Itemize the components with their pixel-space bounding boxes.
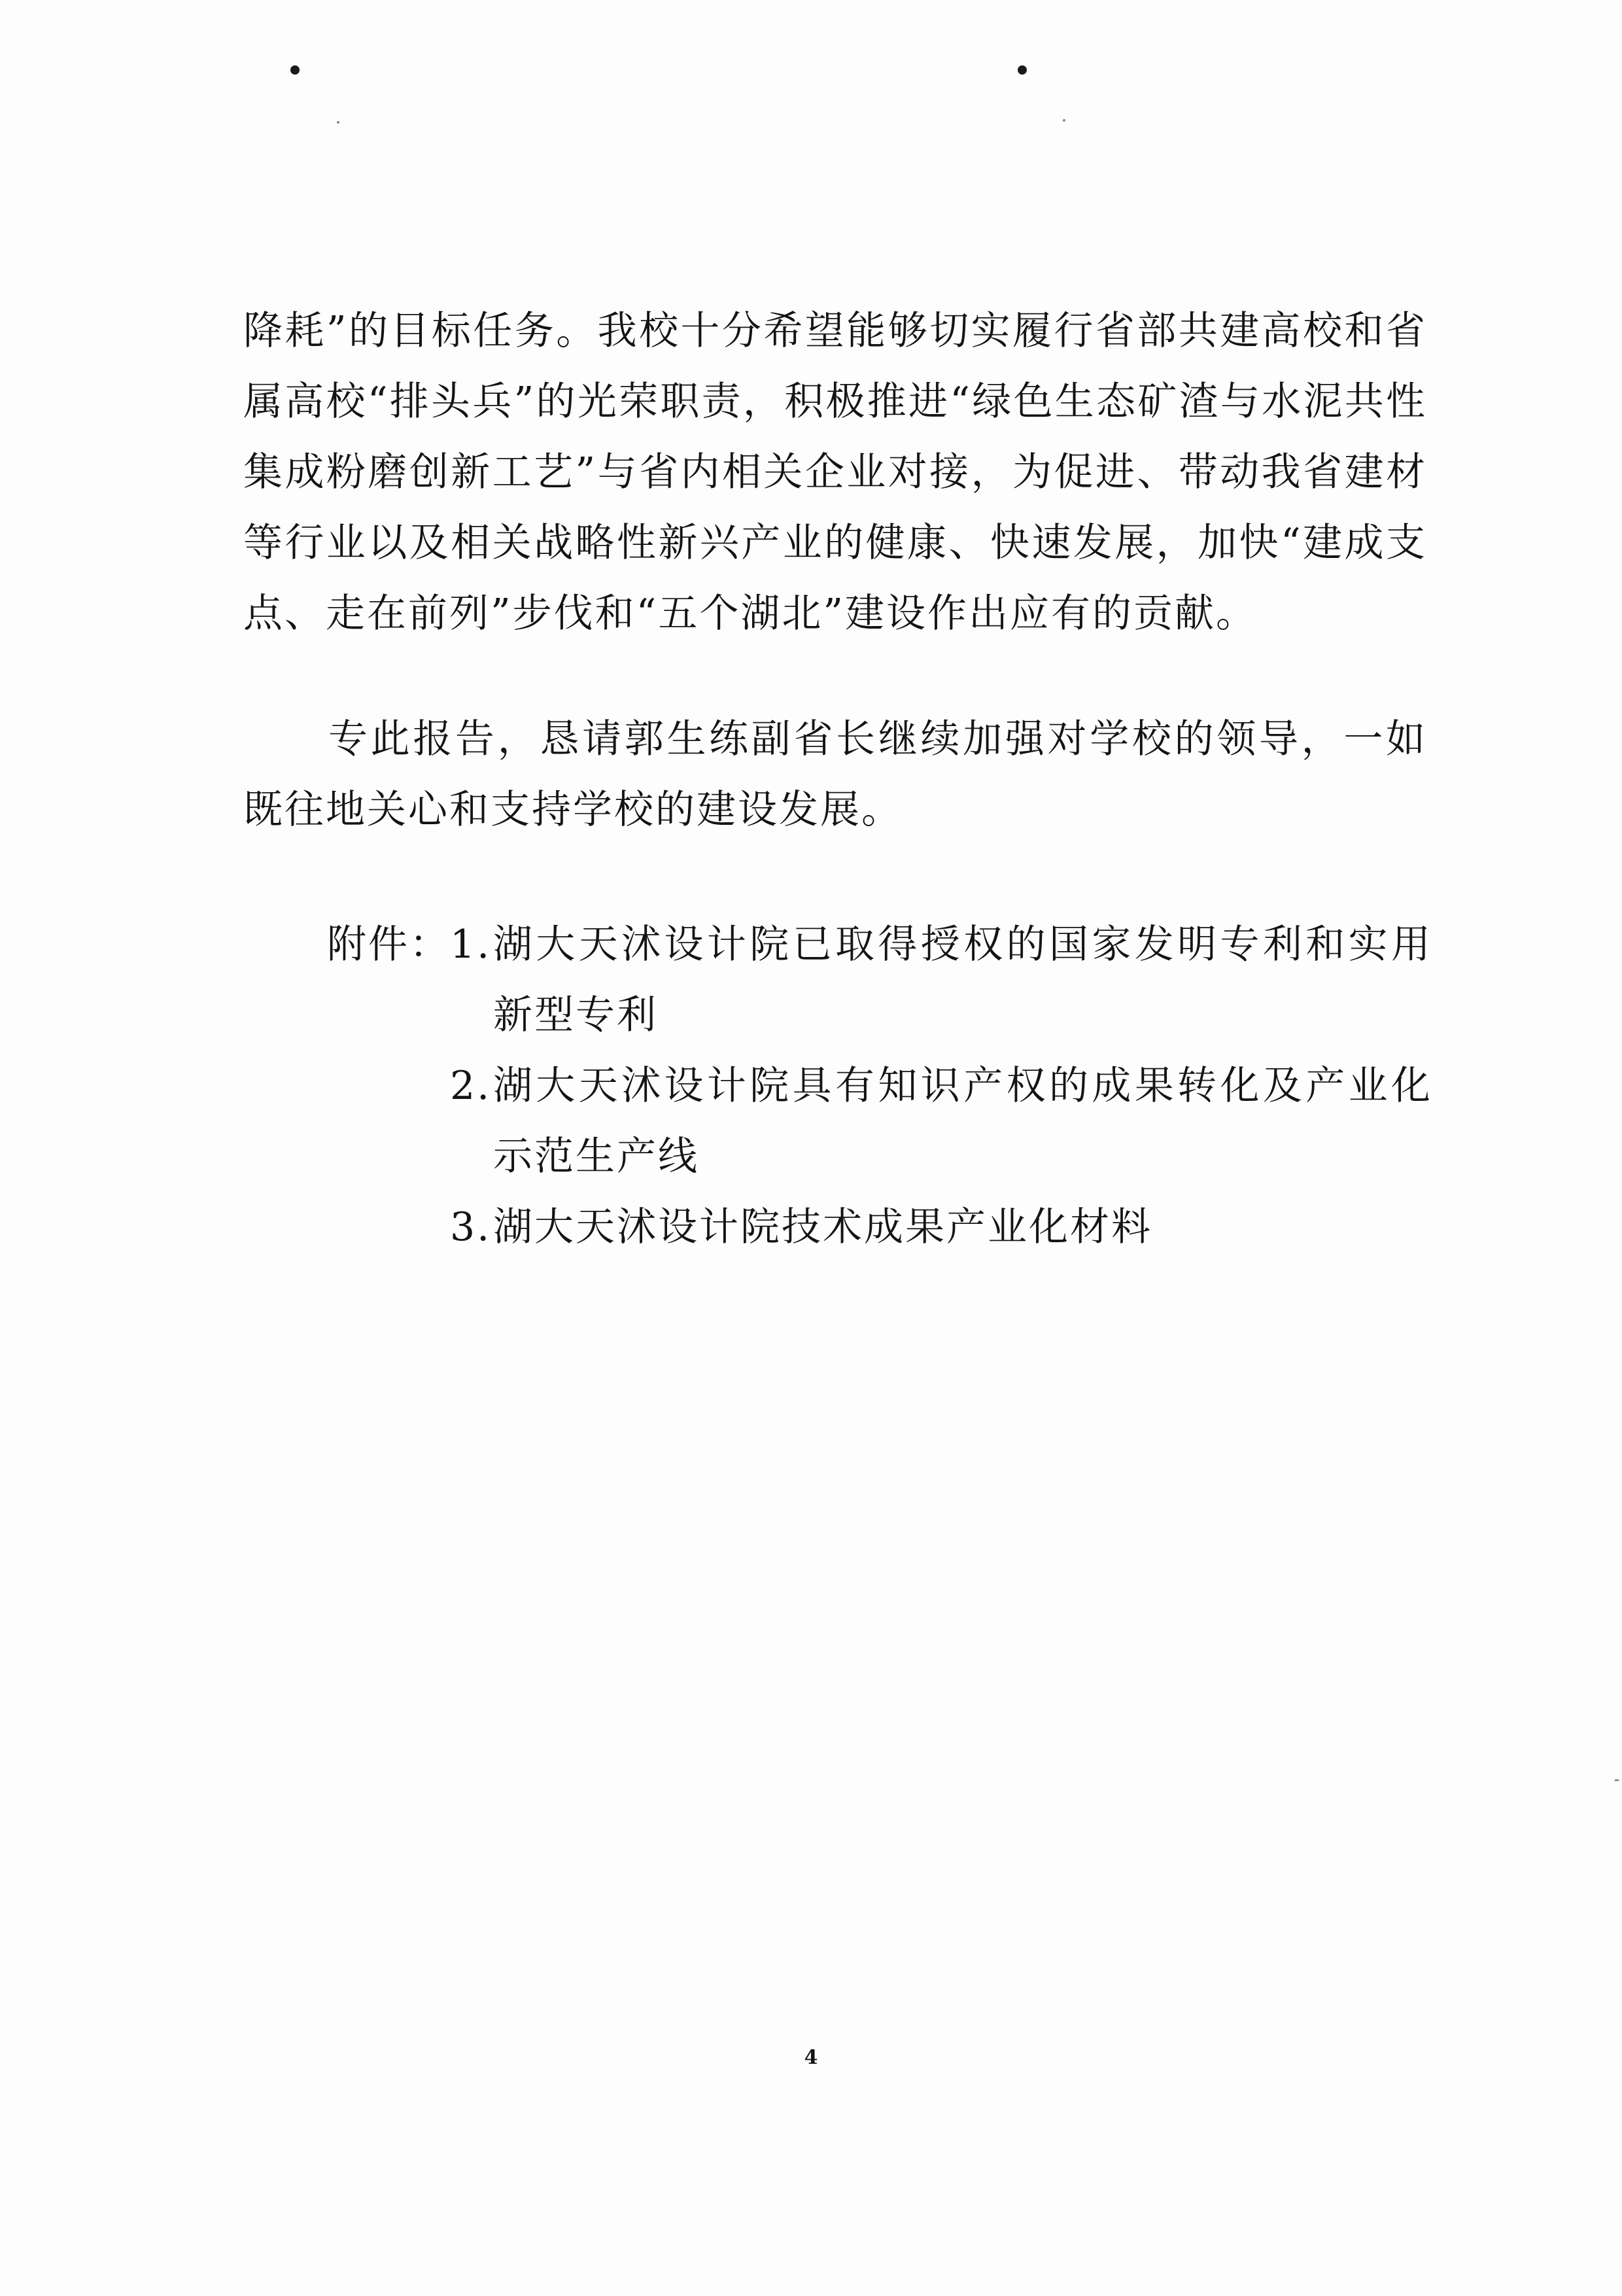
attachments-section [327, 909, 1432, 1262]
binding-hole-left [290, 65, 300, 75]
body-paragraph-1: 降耗”的目标任务。我校十分希望能够切实履行省部共建高校和省属高校“排头兵”的光荣职责，积极推进“绿色生态矿渣与水泥共性集成粉磨创新工艺”与省内相关企业对接，为促进、带动我省建材等行业以及相关战略性新兴产业的健康、快速发展，加快“建成支点、走在前列”步伐和“五个湖北”建设作出应有的贡献。 [243, 308, 1427, 636]
body-paragraph-2: 专此报告，恳请郭生练副省长继续加强对学校的领导，一如既往地关心和支持学校的建设发展。 [243, 716, 1427, 833]
attachment-item-2 [450, 1051, 1432, 1192]
attachment-number: 2. [450, 1063, 492, 1109]
attachment-title: 湖大天沭设计院技术成果产业化材料 [493, 1204, 1152, 1250]
page-number: 4 [804, 2046, 818, 2069]
attachment-item-1 [450, 909, 1432, 1051]
attachment-item-3 [450, 1192, 1432, 1262]
binding-hole-right [1018, 65, 1027, 75]
attachment-title: 湖大天沭设计院已取得授权的国家发明专利和实用新型专利 [493, 922, 1432, 1038]
attachments-list [450, 909, 1432, 1262]
attachment-number: 1. [450, 922, 492, 967]
scan-speck [337, 121, 339, 124]
attachment-number: 3. [450, 1204, 492, 1250]
scan-speck [1063, 119, 1065, 122]
attachment-title: 湖大天沭设计院具有知识产权的成果转化及产业化示范生产线 [493, 1063, 1432, 1179]
attachments-row [327, 909, 1432, 1262]
scan-speck [1614, 1779, 1619, 1781]
attachments-label: 附件： [327, 922, 451, 967]
